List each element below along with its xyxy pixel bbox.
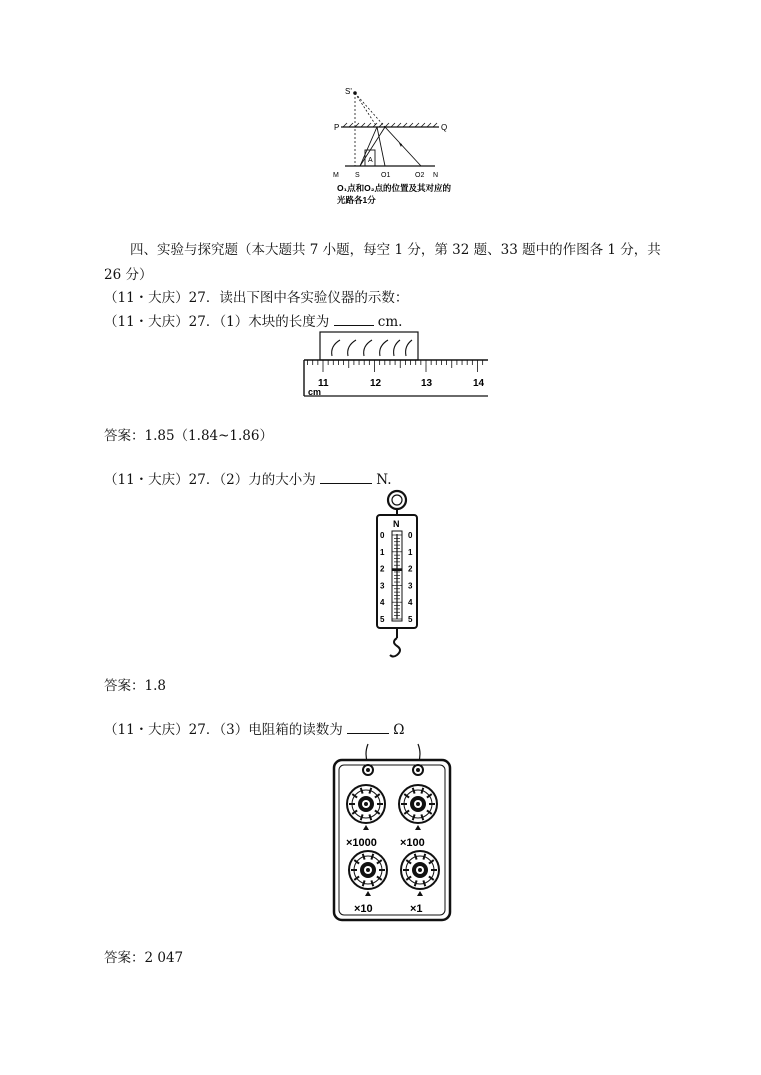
spring-scale-figure [368,488,428,664]
part1-prefix: （11・大庆）27．（1）木块的长度为 [104,314,330,330]
wooden-block [320,332,418,360]
section-heading-cont: 26 分） [104,267,153,283]
scale-hook [390,638,400,657]
label-o1: O1 [381,172,391,179]
multiplier-1: ×1 [410,903,423,915]
multiplier-1000: ×1000 [346,837,377,849]
answer-blank-2 [320,471,372,484]
label-o2: O2 [415,172,425,179]
optics-diagram [325,82,465,210]
tick-label-11: 11 [318,378,329,389]
tick-label-14: 14 [473,378,485,389]
scale-label-right: 0 [408,531,413,540]
dashed-ray-2 [355,93,385,127]
answer-blank-3 [347,721,389,734]
answer-part3: 答案：2 047 [104,950,184,966]
reflected-ray-2 [385,127,421,166]
ruler-unit: cm [308,387,322,397]
scale-label-right: 1 [408,547,413,557]
tick-label-12: 12 [370,378,382,389]
scale-label-left: 4 [380,598,385,608]
figure-caption-line1: O₁点和O₂点的位置及其对应的 [337,183,452,193]
label-m: M [333,172,339,179]
scale-label-left: 3 [380,581,385,591]
ray-arrow [399,143,402,147]
scale-unit: N [393,519,400,529]
scale-label-right: 3 [408,581,413,591]
label-n: N [433,172,439,179]
scale-label-left: 5 [380,615,385,624]
question-part1 [104,310,402,330]
part1-unit: cm. [377,314,403,330]
label-s: S [355,172,360,179]
scale-label-right: 5 [408,615,413,624]
section-heading: 四、实验与探究题（本大题共 7 小题，每空 1 分，第 32 题、33 题中的作图各 1 分，共 [130,242,661,258]
part2-unit: N. [376,472,392,488]
question-part2 [104,468,392,488]
figure-caption-line2: 光路各1分 [337,195,376,205]
label-q: Q [441,123,448,132]
multiplier-100: ×100 [400,837,425,849]
scale-label-right: 2 [408,564,413,574]
answer-part2: 答案：1.8 [104,678,166,694]
scale-label-left: 2 [380,564,385,574]
ruler-ticks [308,360,483,372]
dashed-ray-1 [355,93,377,127]
scale-label-left: 1 [380,547,385,557]
label-p: P [334,123,340,132]
question-intro: （11・大庆）27．读出下图中各实验仪器的示数： [104,290,409,306]
resistance-box-figure [330,740,456,926]
tick-label-13: 13 [421,378,433,389]
scale-label-left: 0 [380,531,385,540]
part2-prefix: （11・大庆）27．（2）力的大小为 [104,472,316,488]
answer-blank-1 [334,313,374,326]
label-s-prime: S' [345,87,352,96]
scale-ring [388,491,406,509]
answer-part1: 答案：1.85（1.84~1.86） [104,428,273,444]
part3-unit: Ω [393,722,405,738]
label-a: A [368,157,373,164]
part3-prefix: （11・大庆）27．（3）电阻箱的读数为 [104,722,343,738]
scale-label-right: 4 [408,598,413,608]
question-part3 [104,718,405,738]
multiplier-10: ×10 [354,903,373,915]
ruler-figure [300,330,490,402]
